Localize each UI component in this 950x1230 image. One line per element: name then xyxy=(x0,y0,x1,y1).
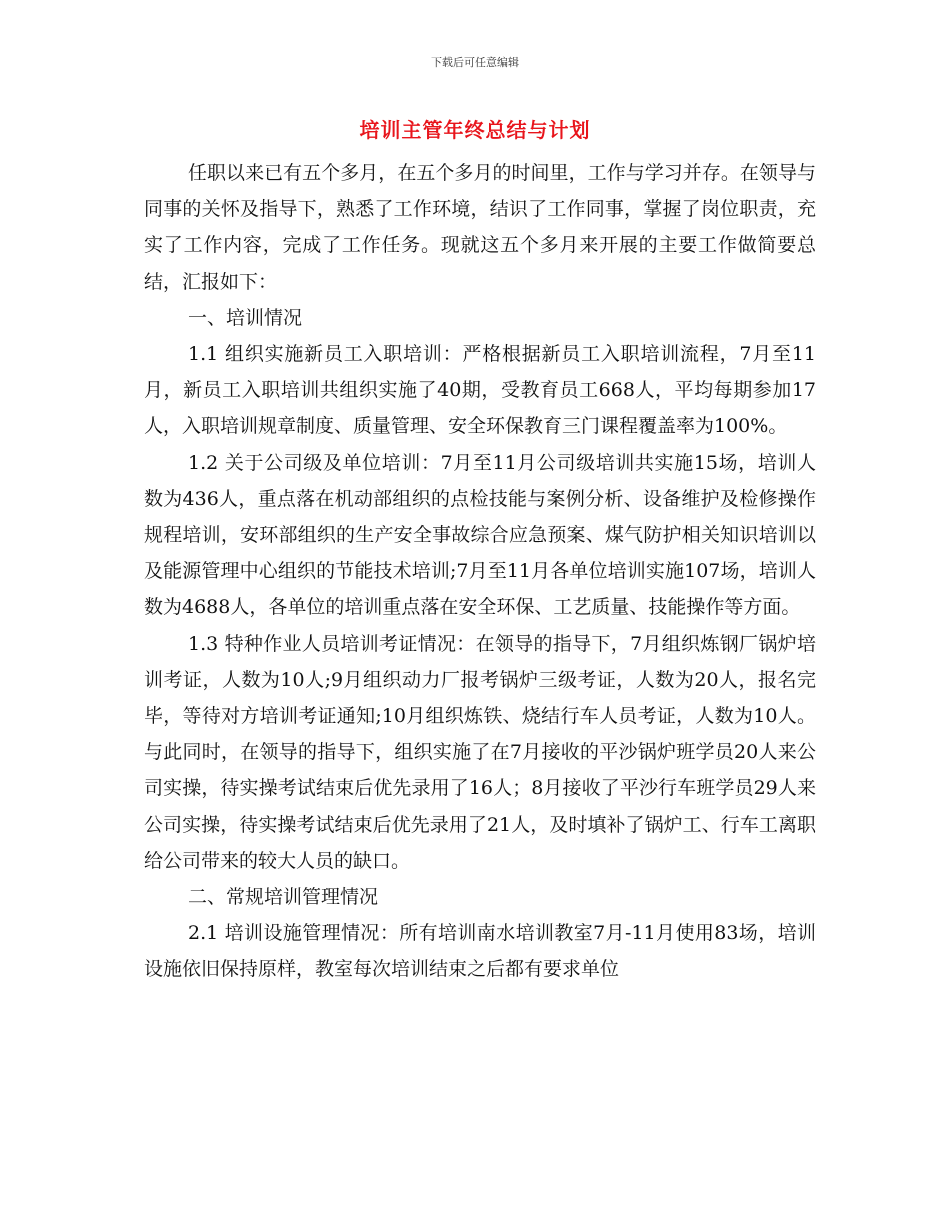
paragraph-1-1: 1.1 组织实施新员工入职培训：严格根据新员工入职培训流程，7月至11月，新员工入职培训共组织实施了40期，受教育员工668人，平均每期参加17人，入职培训规章制度、质量管理、安全环保教育三门课程覆盖率为100%。 xyxy=(144,343,816,438)
section-heading-training: 一、培训情况 xyxy=(188,306,303,329)
paragraph-intro: 任职以来已有五个多月，在五个多月的时间里，工作与学习并存。在领导与同事的关怀及指导下，熟悉了工作环境，结识了工作同事，掌握了岗位职责，充实了工作内容，完成了工作任务。现就这五个多月来开展的主要工作做简要总结，汇报如下： xyxy=(144,162,816,293)
paragraph-1-2: 1.2 关于公司级及单位培训：7月至11月公司级培训共实施15场，培训人数为436人，重点落在机动部组织的点检技能与案例分析、设备维护及检修操作规程培训，安环部组织的生产安全事故综合应急预案、煤气防护相关知识培训以及能源管理中心组织的节能技术培训;7月至11月各单位培训实施107场，培训人数为4688人，各单位的培训重点落在安全环保、工艺质量、技能操作等方面。 xyxy=(144,451,816,619)
document-body xyxy=(144,155,816,988)
header-note: 下载后可任意编辑 xyxy=(431,56,519,69)
section-heading-routine: 二、常规培训管理情况 xyxy=(188,886,379,909)
paragraph-2-1: 2.1 培训设施管理情况：所有培训南水培训教室7月-11月使用83场，培训设施依旧保持原样，教室每次培训结束之后都有要求单位 xyxy=(144,922,816,981)
paragraph-1-3: 1.3 特种作业人员培训考证情况：在领导的指导下，7月组织炼钢厂锅炉培训考证，人数为10人;9月组织动力厂报考锅炉三级考证，人数为20人，报名完毕，等待对方培训考证通知;10月组织炼铁、烧结行车人员考证，人数为10人。与此同时，在领导的指导下，组织实施了在7月接收的平沙锅炉班学员20人来公司实操，待实操考试结束后优先录用了16人；8月接收了平沙行车班学员29人来公司实操，待实操考试结束后优先录用了21人，及时填补了锅炉工、行车工离职给公司带来的较大人员的缺口。 xyxy=(144,632,816,872)
document-title: 培训主管年终总结与计划 xyxy=(359,118,591,142)
